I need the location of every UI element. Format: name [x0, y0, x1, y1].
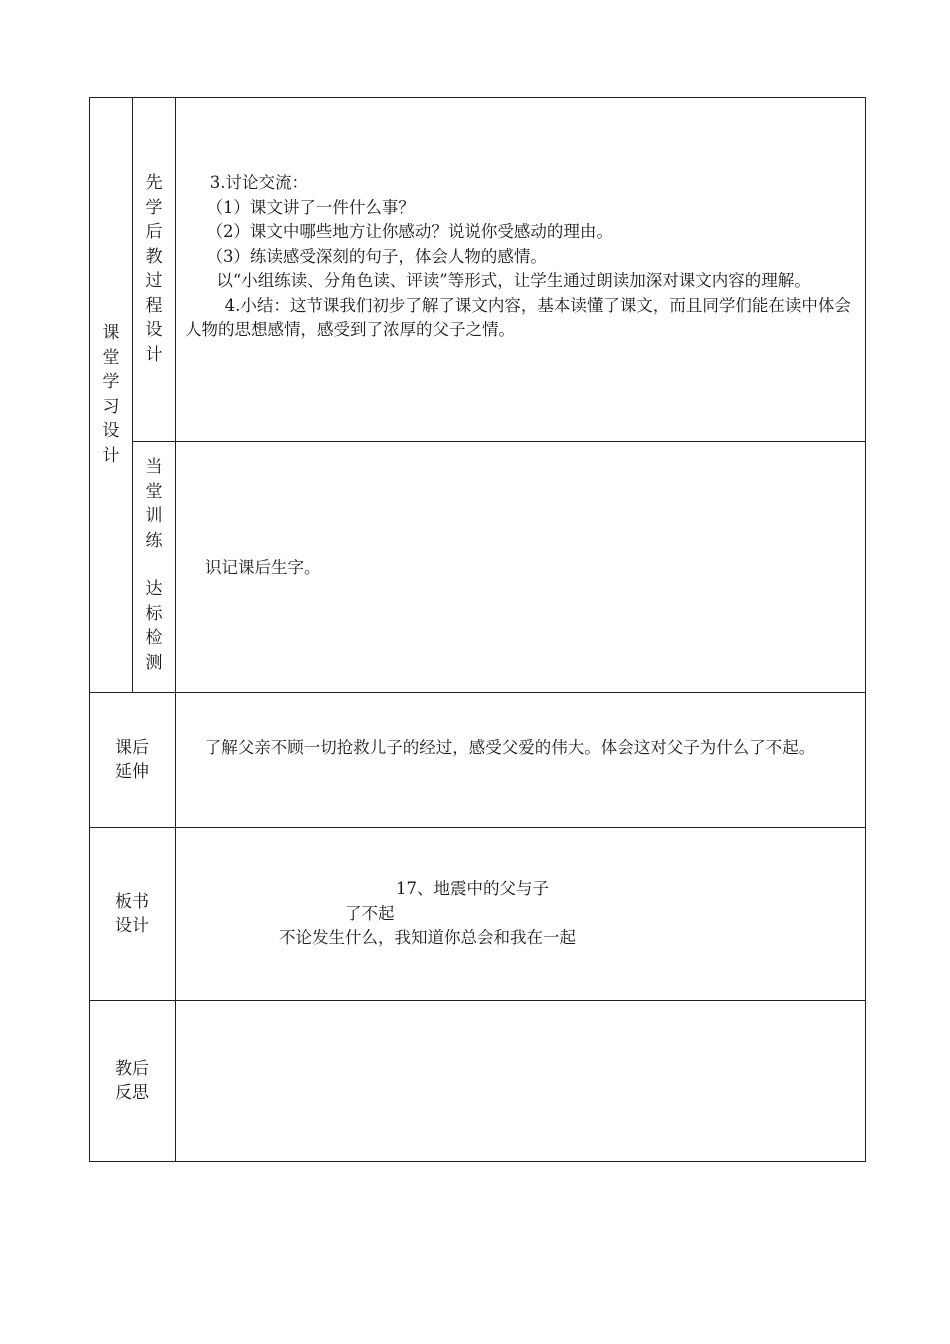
- label-char: 训: [145, 506, 163, 526]
- process-line: （2）课文中哪些地方让你感动？说说你受感动的理由。: [206, 222, 613, 241]
- divider-classroom-label: [132, 97, 133, 693]
- label-char: 计: [102, 445, 120, 466]
- board-content: [185, 877, 857, 951]
- label-char: 课: [102, 323, 120, 343]
- label-char: 标: [145, 603, 163, 624]
- divider-extension: [89, 692, 866, 693]
- divider-content: [175, 97, 176, 1162]
- label-char: 后: [145, 222, 163, 242]
- border-right: [865, 97, 866, 1162]
- extension-label: [89, 736, 175, 784]
- extension-content: [185, 736, 857, 761]
- label-char: 达: [145, 579, 163, 599]
- divider-process-training: [132, 441, 866, 442]
- label-line: 反思: [115, 1083, 149, 1103]
- training-text: 识记课后生字。: [205, 558, 321, 577]
- training-label: [134, 455, 174, 675]
- process-line: （1）课文讲了一件什么事？: [206, 197, 415, 217]
- label-char: 习: [102, 396, 120, 417]
- board-title: 17、地震中的父与子: [396, 879, 549, 898]
- label-line: 板书: [115, 892, 149, 912]
- label-char: 堂: [145, 481, 163, 502]
- reflection-label: [89, 1057, 175, 1105]
- label-line: 设计: [115, 916, 149, 936]
- label-char: 过: [145, 271, 163, 291]
- label-line: 教后: [115, 1059, 149, 1079]
- label-char: 学: [145, 197, 163, 218]
- lesson-plan-table: [89, 97, 866, 1162]
- training-content: [205, 556, 855, 581]
- label-char: 学: [102, 372, 120, 392]
- label-char: 堂: [102, 347, 120, 368]
- board-line-2: 不论发生什么，我知道你总会和我在一起: [279, 928, 576, 947]
- label-char: 设: [145, 320, 163, 340]
- border-left: [89, 97, 90, 1162]
- label-char: 设: [102, 421, 120, 441]
- classroom-design-label: [91, 321, 131, 468]
- divider-board: [89, 827, 866, 828]
- board-line-1: 了不起: [345, 903, 395, 923]
- label-line: 课后: [115, 738, 149, 758]
- extension-text: 了解父亲不顾一切抢救儿子的经过，感受父爱的伟大。体会这对父子为什么了不起。: [204, 738, 816, 757]
- label-char: 教: [145, 246, 163, 267]
- process-content: [185, 171, 857, 343]
- process-line: 3.讨论交流：: [209, 173, 308, 192]
- label-char: 测: [145, 652, 163, 673]
- label-char: 先: [145, 173, 163, 193]
- process-design-label: [134, 171, 174, 367]
- label-gap: [134, 553, 174, 577]
- label-line: 延伸: [115, 762, 149, 782]
- border-bottom: [89, 1161, 866, 1162]
- label-char: 计: [145, 344, 163, 365]
- border-top: [89, 97, 866, 98]
- process-line: （3）练读感受深刻的句子，体会人物的感情。: [206, 246, 547, 266]
- process-line: 以“小组练读、分角色读、评读”等形式，让学生通过朗读加深对课文内容的理解。: [216, 271, 811, 290]
- label-char: 程: [145, 295, 163, 316]
- label-char: 练: [145, 530, 163, 551]
- divider-reflection: [89, 1000, 866, 1001]
- board-design-label: [89, 890, 175, 938]
- label-char: 当: [145, 457, 163, 477]
- label-char: 检: [145, 628, 163, 648]
- process-line: 4.小结：这节课我们初步了解了课文内容，基本读懂了课文，而且同学们能在读中体会人物的思想感情，感受到了浓厚的父子之情。: [185, 295, 851, 339]
